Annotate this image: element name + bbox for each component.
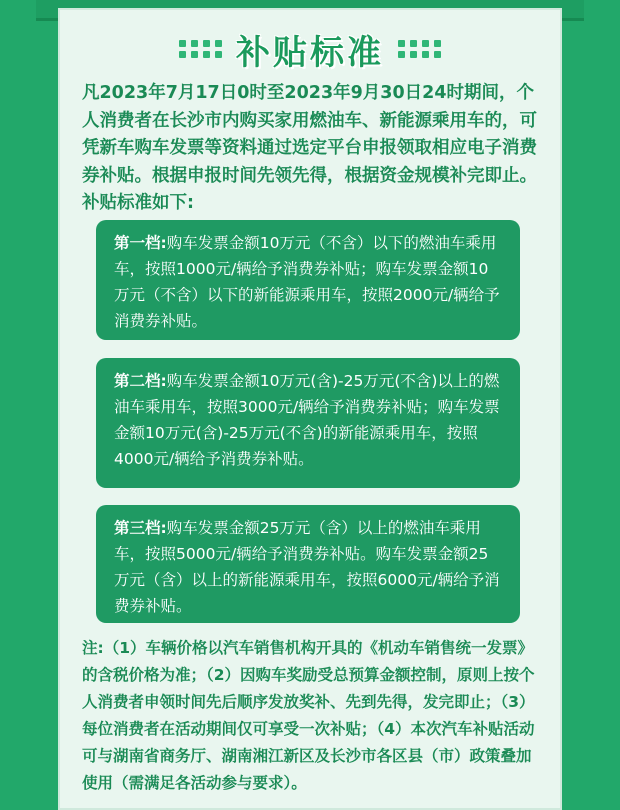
notes-text: （1）车辆价格以汽车销售机构开具的《机动车销售统一发票》的含税价格为准；（2）因购车奖励受总预算金额控制，原则上按个人消费者申领时间先后顺序发放奖补、先到先得，发完即止；（3）每位消费者在活动期间仅可享受一次补贴；（4）本次汽车补贴活动可与湖南省商务厅、湖南湘江新区及长沙市各区县（市）政策叠加使用（需满足各活动参与要求）。 xyxy=(82,639,535,792)
decorative-dots-right-icon xyxy=(398,40,441,58)
tier-1-text: 购车发票金额10万元（不含）以下的燃油车乘用车，按照1000元/辆给予消费券补贴；购车发票金额10万元（不含）以下的新能源乘用车，按照2000元/辆给予消费券补贴。 xyxy=(114,234,500,330)
tier-1-label: 第一档: xyxy=(114,234,167,252)
notes-lead: 注: xyxy=(82,639,104,657)
tier-2-label: 第二档: xyxy=(114,372,167,390)
intro-paragraph: 凡2023年7月17日0时至2023年9月30日24时期间，个人消费者在长沙市内购买家用燃油车、新能源乘用车的，可凭新车购车发票等资料通过选定平台申报领取相应电子消费券补贴。根据申报时间先领先得，根据资金规模补完即止。补贴标准如下: xyxy=(82,83,537,213)
tier-1-card xyxy=(96,220,520,340)
tier-3-card xyxy=(96,505,520,623)
tier-2-card xyxy=(96,358,520,488)
decorative-dots-left-icon xyxy=(179,40,222,58)
notes-paragraph xyxy=(82,635,540,797)
tier-3-label: 第三档: xyxy=(114,519,167,537)
tier-3-text: 购车发票金额25万元（含）以上的燃油车乘用车，按照5000元/辆给予消费券补贴。购车发票金额25万元（含）以上的新能源乘用车，按照6000元/辆给予消费券补贴。 xyxy=(114,519,500,615)
page-title: 补贴标准 xyxy=(236,32,384,73)
tier-2-text: 购车发票金额10万元(含)-25万元(不含)以上的燃油车乘用车，按照3000元/辆给予消费券补贴；购车发票金额10万元(含)-25万元(不含)的新能源乘用车，按照4000元/辆给予消费券补贴。 xyxy=(114,372,500,468)
title-banner xyxy=(78,18,542,80)
